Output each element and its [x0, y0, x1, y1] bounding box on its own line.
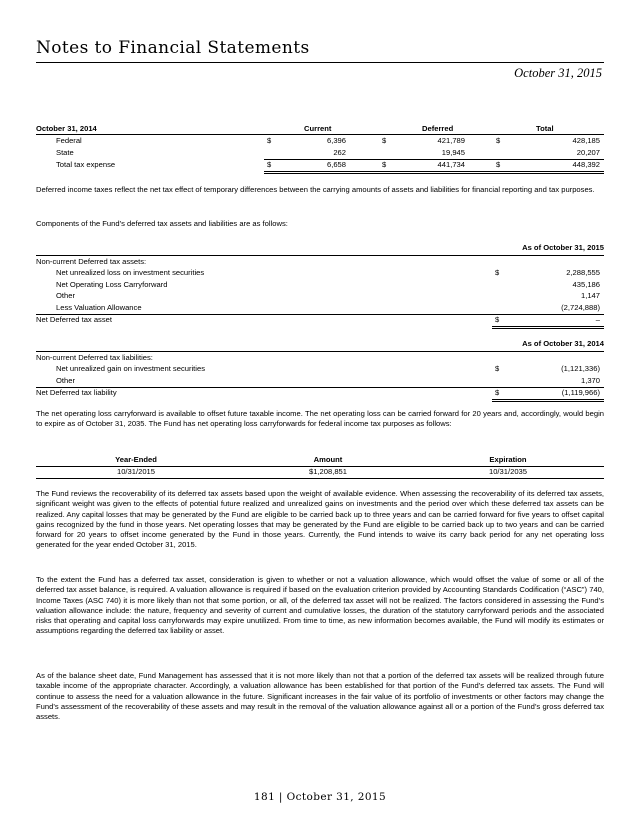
total-label: Net Deferred tax asset: [36, 315, 112, 324]
currency-symbol: $: [267, 136, 272, 145]
total-label: Net Deferred tax liability: [36, 388, 117, 397]
column-header-total: Total: [536, 124, 554, 133]
paragraph-components: Components of the Fund’s deferred tax assets and liabilities are as follows:: [36, 219, 288, 228]
header-divider: [36, 62, 604, 63]
footer-separator: |: [278, 791, 283, 803]
column-header-as-of: As of October 31, 2015: [522, 243, 604, 252]
paragraph-deferred-income-taxes: Deferred income taxes reflect the net tax effect of temporary differences between the carrying amounts of assets and liabilities for financial reporting and tax purposes.: [36, 185, 595, 194]
row-label: Net unrealized gain on investment securities: [56, 364, 206, 373]
section-label: Non-current Deferred tax liabilities:: [36, 352, 153, 362]
row-label: Federal: [56, 136, 82, 145]
section-label-row: [36, 257, 604, 269]
tax-expense-table: [36, 123, 604, 171]
total-double-rule: [492, 399, 604, 402]
currency-symbol: $: [496, 160, 501, 169]
page-number: 181: [253, 791, 276, 803]
table-row: [36, 268, 604, 280]
row-value: 1,147: [580, 291, 600, 300]
row-label: Other: [56, 291, 75, 300]
deferred-value: 19,945: [441, 148, 465, 157]
currency-symbol: $: [382, 136, 387, 145]
row-label: Other: [56, 375, 75, 385]
row-label: State: [56, 148, 74, 157]
column-header-year-ended: Year-Ended: [115, 455, 157, 464]
page-title: Notes to Financial Statements: [36, 38, 310, 58]
table-row: [36, 135, 604, 147]
paragraph-valuation-allowance: To the extent the Fund has a deferred tax asset, consideration is given to whether or not a valuation allowance, which would offset the value of some or all of the deferred tax asset balance, is required. A valuation allowance is required if based on the evaluation criterion provided by Accounting Standards Codification (“ASC”) 740, Income Taxes (ASC 740) it is more likely than not that some portion, or all, of the deferred tax asset will not be realized. The factors considered in assessing the Fund’s valuation allowance include: the nature, frequency and severity of current and cumulative losses, the duration of the statutory carryforward periods and the associated risks that operating and capital loss carryforwards may expire unutilized. From time to time, as new information becomes available, the Fund will modify its estimates or assumptions regarding the deferred tax liability or asset.: [36, 575, 604, 636]
total-double-rule: [492, 326, 604, 329]
currency-symbol: $: [495, 268, 500, 277]
row-value: (1,121,336): [561, 364, 600, 373]
total-value: 20,207: [576, 148, 600, 157]
total-row: [36, 388, 604, 400]
currency-symbol: $: [496, 136, 501, 145]
year-ended-value: 10/31/2015: [116, 467, 155, 476]
paragraph-recoverability: The Fund reviews the recoverability of its deferred tax assets based upon the weight of available evidence. When assessing the recoverability of its deferred tax assets, significant weight was given to the effects of potential future realized and unrealized gains on investments and the period over which these deferred tax assets can be realized. Any capital losses that may be generated by the Fund are eligible to be carried back up to three years and can be carried forward for five years to offset capital gains recognized by the fund in those years. Net operating losses that may be generated by the Fund are eligible to be carried back up to two years and can be carried forward for 20 years to offset income generated by the Fund in those years. Currently, the Fund intends to waive its carry back period for any net operating loss generated for the year ended October 31, 2015.: [36, 489, 604, 550]
current-value: 262: [333, 148, 346, 157]
table-row: [36, 364, 604, 376]
header-date: October 31, 2015: [514, 66, 602, 80]
total-value: 448,392: [572, 160, 600, 169]
column-header-amount: Amount: [313, 455, 343, 464]
amount-value: $1,208,851: [308, 467, 347, 476]
deferred-value: 421,789: [437, 136, 465, 145]
column-header-expiration: Expiration: [489, 455, 527, 464]
table-row: [36, 280, 604, 292]
deferred-value: 441,734: [437, 160, 465, 169]
deferred-tax-liabilities-table: [36, 339, 604, 400]
currency-symbol: $: [495, 388, 500, 397]
column-header-deferred: Deferred: [422, 124, 454, 133]
table-row: [36, 147, 604, 159]
section-label-row: [36, 353, 604, 365]
row-value: 1,370: [580, 375, 600, 385]
page-footer: [0, 791, 640, 803]
column-header-current: Current: [304, 124, 332, 133]
row-label: Net Operating Loss Carryforward: [56, 279, 168, 289]
total-double-rule: [264, 171, 604, 174]
currency-symbol: $: [267, 160, 272, 169]
section-label: Non-current Deferred tax assets:: [36, 256, 147, 266]
currency-symbol: $: [495, 315, 500, 324]
bottom-rule: [36, 478, 604, 479]
paragraph-carryforward: The net operating loss carryforward is available to offset future taxable income. The net operating loss can be carried forward for 20 years and, accordingly, would begin to expire as of October 31, 2035. The Fund has net operating loss carryforwards for federal income tax purposes as follows:: [36, 409, 604, 429]
column-header-period: October 31, 2014: [36, 124, 97, 133]
row-label: Net unrealized loss on investment securities: [56, 268, 205, 277]
row-value: (2,724,888): [561, 302, 600, 312]
paragraph-balance-sheet: As of the balance sheet date, Fund Management has assessed that it is not more likely than not that a portion of the deferred tax assets will be realized through future taxable income of the appropriate character. Accordingly, a valuation allowance has been established for that portion of the Fund’s deferred tax assets. The Fund will continue to assess the need for a valuation allowance in the future. Significant increases in the fair value of its portfolio of investments or other factors may change the Fund’s assessment of the recoverability of these assets and may result in the removal of the valuation allowance against all or a portion of the Fund’s gross deferred tax assets.: [36, 671, 604, 721]
deferred-tax-assets-table: [36, 243, 604, 327]
total-value: –: [595, 315, 600, 324]
currency-symbol: $: [382, 160, 387, 169]
table-row: [36, 291, 604, 303]
total-value: (1,119,966): [561, 388, 600, 397]
row-label: Less Valuation Allowance: [56, 302, 142, 312]
column-header-as-of: As of October 31, 2014: [522, 339, 604, 348]
currency-symbol: $: [495, 364, 500, 373]
table-row: [36, 376, 604, 388]
row-value: 435,186: [572, 279, 600, 289]
row-label: Total tax expense: [56, 160, 116, 169]
table-header-row: [36, 339, 604, 351]
carryforward-table: [36, 455, 604, 483]
footer-date: October 31, 2015: [286, 791, 387, 803]
current-value: 6,396: [326, 136, 346, 145]
total-row: [36, 315, 604, 327]
table-row: [36, 303, 604, 315]
total-value: 428,185: [572, 136, 600, 145]
table-header-row: [36, 243, 604, 255]
current-value: 6,658: [326, 160, 346, 169]
expiration-value: 10/31/2035: [488, 467, 527, 476]
row-value: 2,288,555: [566, 268, 600, 277]
table-row: [36, 159, 604, 171]
table-header-row: [36, 123, 604, 135]
